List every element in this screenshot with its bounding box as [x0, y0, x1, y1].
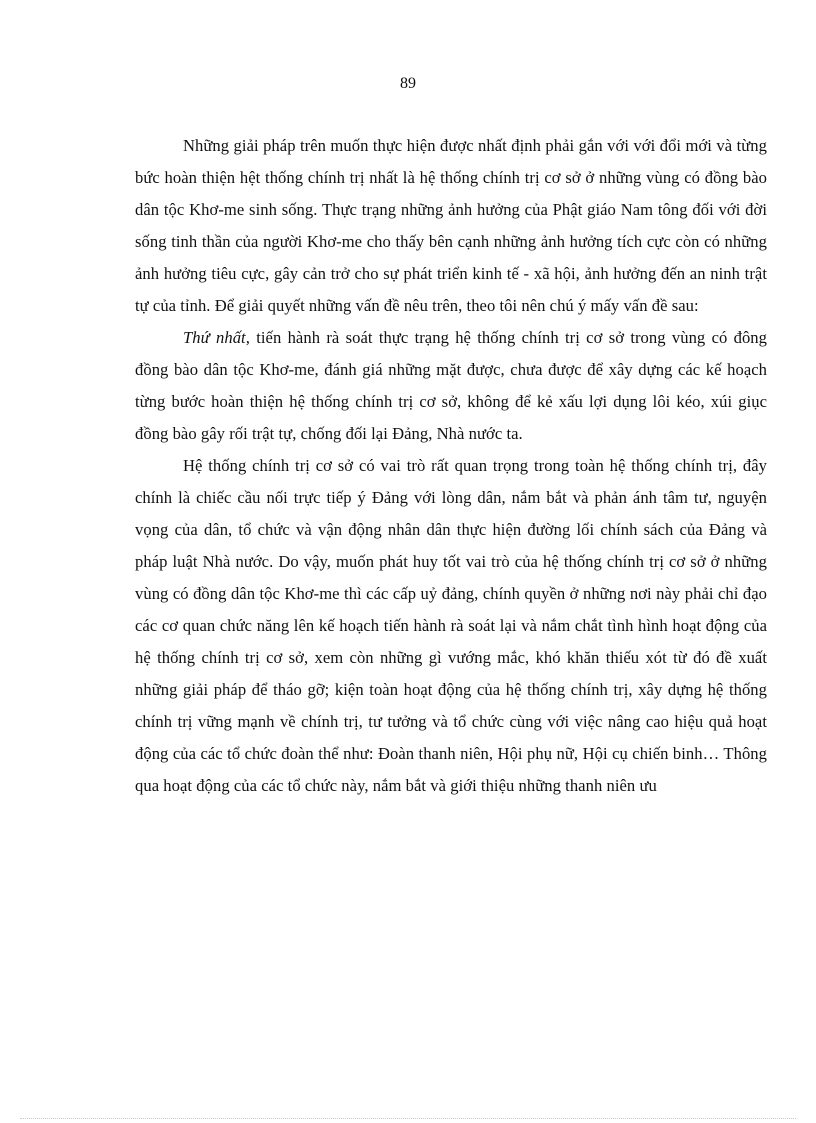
paragraph-3 — [135, 450, 767, 802]
page-bottom-divider — [20, 1118, 796, 1119]
page-number: 89 — [400, 75, 416, 92]
paragraph-2-text: tiến hành rà soát thực trạng hệ thống chính trị cơ sở trong vùng có đông đồng bào dân tộc Khơ-me, đánh giá những mặt được, chưa được để xây dựng các kế hoạch từng bước hoàn thiện hệ thống chính trị cơ sở, không để kẻ xấu lợi dụng lôi kéo, xúi giục đồng bào gây rối trật tự, chống đối lại Đảng, Nhà nước ta. — [135, 328, 768, 443]
paragraph-2 — [135, 322, 767, 450]
body-text — [135, 130, 767, 802]
paragraph-1 — [135, 130, 767, 322]
paragraph-2-lead: Thứ nhất, — [183, 328, 250, 347]
paragraph-1-text: Những giải pháp trên muốn thực hiện được nhất định phải gắn với với đổi mới và từng bức hoàn thiện hệt thống chính trị nhất là hệ thống chính trị cơ sở ở những vùng có đồng bào dân tộc Khơ-me sinh sống. Thực trạng những ảnh hưởng của Phật giáo Nam tông đối với đời sống tinh thần của người Khơ-me cho thấy bên cạnh những ảnh hưởng tích cực còn có những ảnh hưởng tiêu cực, gây cản trở cho sự phát triển kinh tế - xã hội, ảnh hưởng đến an ninh trật tự của tỉnh. Để giải quyết những vấn đề nêu trên, theo tôi nên chú ý mấy vấn đề sau: — [135, 136, 767, 315]
paragraph-3-text: Hệ thống chính trị cơ sở có vai trò rất quan trọng trong toàn hệ thống chính trị, đây chính là chiếc cầu nối trực tiếp ý Đảng với lòng dân, nắm bắt và phản ánh tâm tư, nguyện vọng của dân, tổ chức và vận động nhân dân thực hiện đường lối chính sách của Đảng và pháp luật Nhà nước. Do vậy, muốn phát huy tốt vai trò của hệ thống chính trị cơ sở ở những vùng có đồng dân tộc Khơ-me thì các cấp uỷ đảng, chính quyền ở những nơi này phải chỉ đạo các cơ quan chức năng lên kế hoạch tiến hành rà soát lại và nắm chắt tình hình hoạt động của hệ thống chính trị cơ sở, xem còn những gì vướng mắc, khó khăn thiếu xót từ đó đề xuất những giải pháp để tháo gỡ; kiện toàn hoạt động của hệ thống chính trị, xây dựng hệ thống chính trị vững mạnh về chính trị, tư tưởng và tổ chức cùng với việc nâng cao hiệu quả hoạt động của các tổ chức đoàn thể như: Đoàn thanh niên, Hội phụ nữ, Hội cụ chiến binh… Thông qua hoạt động của các tổ chức này, nắm bắt và giới thiệu những thanh niên ưu — [135, 456, 767, 795]
